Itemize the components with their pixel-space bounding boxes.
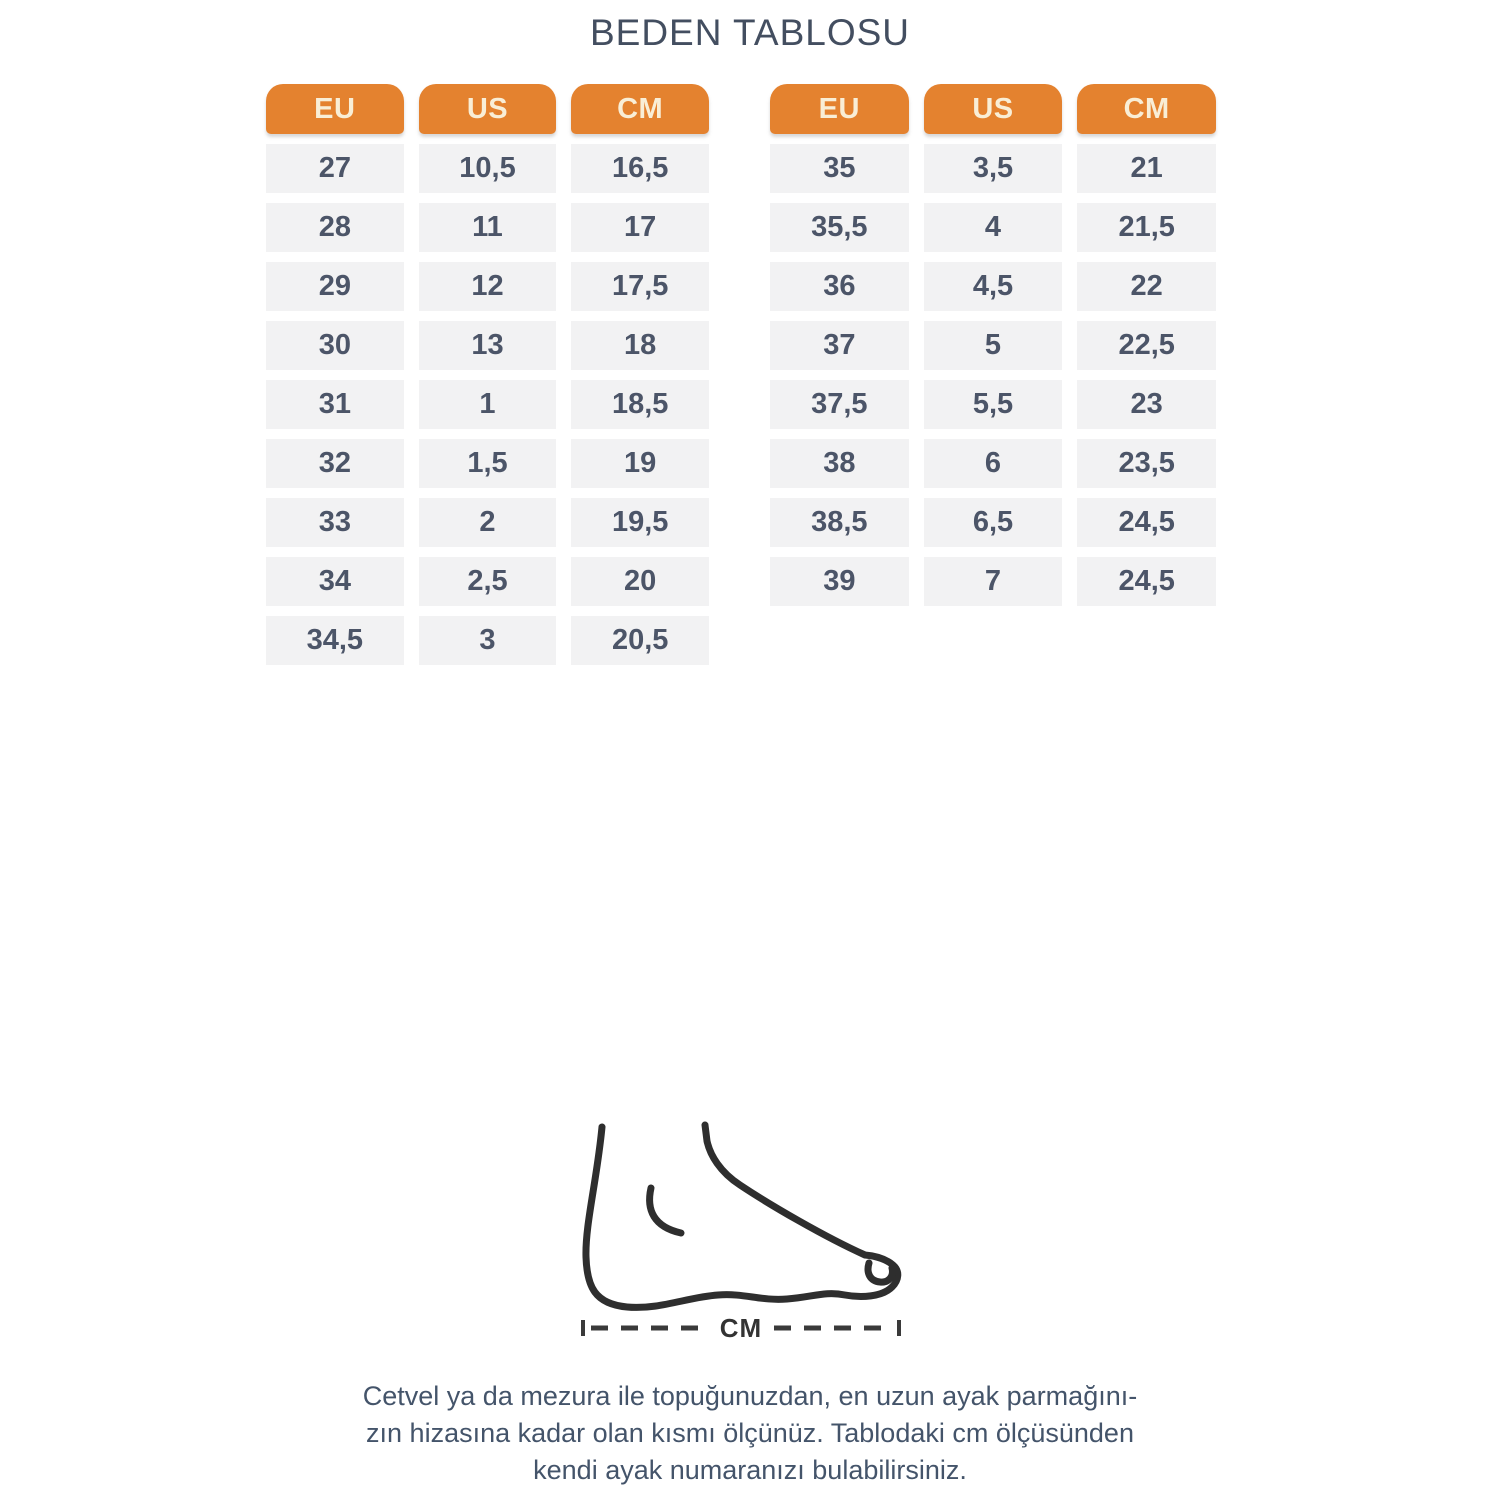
measurement-line (580, 1314, 902, 1342)
size-cell: 18 (571, 321, 709, 370)
size-cell: 32 (266, 439, 404, 488)
size-cell: 1 (419, 380, 557, 429)
size-table-right (770, 84, 1216, 606)
size-cell: 29 (266, 262, 404, 311)
size-cell: 34,5 (266, 616, 404, 665)
size-cell: 6,5 (924, 498, 1063, 547)
size-cell: 36 (770, 262, 909, 311)
size-cell: 6 (924, 439, 1063, 488)
size-cell: 21,5 (1077, 203, 1216, 252)
size-cell: 37,5 (770, 380, 909, 429)
measure-dashes-left (580, 1317, 708, 1339)
size-cell: 7 (924, 557, 1063, 606)
size-cell: 12 (419, 262, 557, 311)
size-cell: 2,5 (419, 557, 557, 606)
size-cell: 21 (1077, 144, 1216, 193)
size-cell: 35 (770, 144, 909, 193)
size-cell: 24,5 (1077, 498, 1216, 547)
size-cell: 18,5 (571, 380, 709, 429)
column-header-eu: EU (266, 84, 404, 134)
size-cell: 35,5 (770, 203, 909, 252)
size-cell: 5 (924, 321, 1063, 370)
size-cell: 17,5 (571, 262, 709, 311)
size-cell: 20,5 (571, 616, 709, 665)
size-cell: 4 (924, 203, 1063, 252)
size-cell: 39 (770, 557, 909, 606)
size-cell: 34 (266, 557, 404, 606)
size-cell: 13 (419, 321, 557, 370)
column-header-eu: EU (770, 84, 909, 134)
column-header-cm: CM (571, 84, 709, 134)
column-header-us: US (419, 84, 557, 134)
size-cell: 5,5 (924, 380, 1063, 429)
size-cell: 37 (770, 321, 909, 370)
size-cell: 3 (419, 616, 557, 665)
size-cell: 20 (571, 557, 709, 606)
instructions-line-2: zın hizasına kadar olan kısmı ölçünüz. Tablodaki cm ölçüsünden (366, 1418, 1134, 1448)
size-cell: 3,5 (924, 144, 1063, 193)
measurement-unit-label: CM (719, 1312, 763, 1343)
size-cell: 4,5 (924, 262, 1063, 311)
size-cell: 2 (419, 498, 557, 547)
instructions-text (0, 1378, 1500, 1489)
size-cell: 17 (571, 203, 709, 252)
size-cell: 22,5 (1077, 321, 1216, 370)
size-cell: 16,5 (571, 144, 709, 193)
size-cell: 11 (419, 203, 557, 252)
size-cell: 23 (1077, 380, 1216, 429)
size-cell: 28 (266, 203, 404, 252)
size-cell: 38 (770, 439, 909, 488)
instructions-line-1: Cetvel ya da mezura ile topuğunuzdan, en uzun ayak parmağını- (362, 1381, 1138, 1411)
size-cell: 27 (266, 144, 404, 193)
size-cell: 10,5 (419, 144, 557, 193)
size-cell: 33 (266, 498, 404, 547)
size-cell: 19 (571, 439, 709, 488)
size-cell: 1,5 (419, 439, 557, 488)
size-cell: 31 (266, 380, 404, 429)
column-header-us: US (924, 84, 1063, 134)
size-table-left (266, 84, 709, 665)
size-cell: 30 (266, 321, 404, 370)
size-cell: 22 (1077, 262, 1216, 311)
size-cell: 23,5 (1077, 439, 1216, 488)
measure-dashes-right (774, 1317, 902, 1339)
size-cell: 38,5 (770, 498, 909, 547)
size-cell: 19,5 (571, 498, 709, 547)
page-title: BEDEN TABLOSU (589, 12, 911, 53)
column-header-cm: CM (1077, 84, 1216, 134)
size-cell: 24,5 (1077, 557, 1216, 606)
instructions-line-3: kendi ayak numaranızı bulabilirsiniz. (533, 1455, 967, 1485)
